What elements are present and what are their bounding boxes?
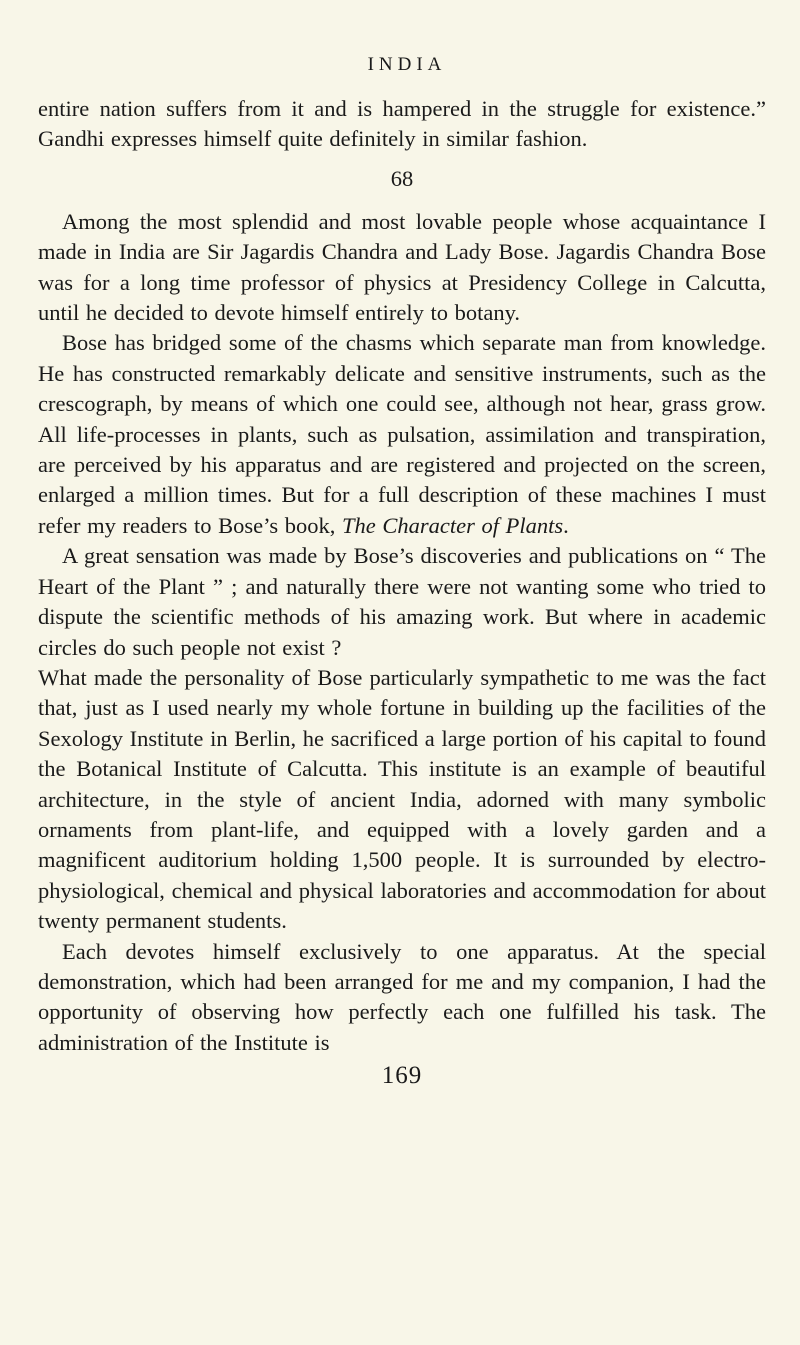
book-title: The Character of Plants bbox=[342, 512, 564, 538]
section-number: 68 bbox=[390, 165, 414, 191]
book-page bbox=[38, 52, 766, 1091]
paragraph-crescograph-text: Bose has bridged some of the chasms which separate man from knowledge. He has constructed remarkably delicate and sensitive instruments, such as the crescograph, by means of which one could see, although not hear, grass grow. All life-processes in plants, such as pulsation, assimilation and transpiration, are perceived by his apparatus and are registered and projected on the screen, enlarged a million times. But for a full description of these machines I must refer my readers to Bose’s book, bbox=[38, 330, 766, 538]
continued-paragraph: entire nation suffers from it and is hampered in the struggle for existence.” Gandhi expresses himself quite definitely in similar fashion. bbox=[38, 96, 766, 152]
paragraph-bose-intro: Among the most splendid and most lovable people whose acquaintance I made in India are Sir Jagardis Chandra and Lady Bose. Jagardis Chandra Bose was for a long time professor of physics at Presidency College in Calcutta, until he decided to devote himself entirely to botany. bbox=[38, 208, 766, 326]
paragraph-demonstration: Each devotes himself exclusively to one apparatus. At the special demonstration, which had been arranged for me and my companion, I had the opportunity of observing how perfectly each one fulfilled his task. The administration of the Institute is bbox=[38, 938, 766, 1055]
paragraph-sensation: A great sensation was made by Bose’s discoveries and publications on “ The Heart of the Plant ” ; and naturally there were not wanting some who tried to dispute the scientific methods of his amazing work. But where in academic circles do such people not exist ? bbox=[38, 543, 766, 660]
paragraph-crescograph-end: . bbox=[563, 512, 569, 538]
running-head: INDIA bbox=[367, 54, 447, 75]
page-number: 169 bbox=[381, 1062, 423, 1090]
paragraph-institute: What made the personality of Bose particularly sympathetic to me was the fact that, just as I used nearly my whole fortune in building up the facilities of the Sexology Institute in Berlin, he sacrificed a large portion of his capital to found the Botanical Institute of Calcutta. This institute is an example of beautiful architecture, in the style of ancient India, adorned with many symbolic ornaments from plant-life, and equipped with a lovely garden and a magnificent auditorium holding 1,500 people. It is surrounded by electro-physiological, chemical and physical laboratories and accommodation for about twenty permanent students. bbox=[38, 664, 766, 934]
paragraph-crescograph bbox=[38, 328, 766, 541]
